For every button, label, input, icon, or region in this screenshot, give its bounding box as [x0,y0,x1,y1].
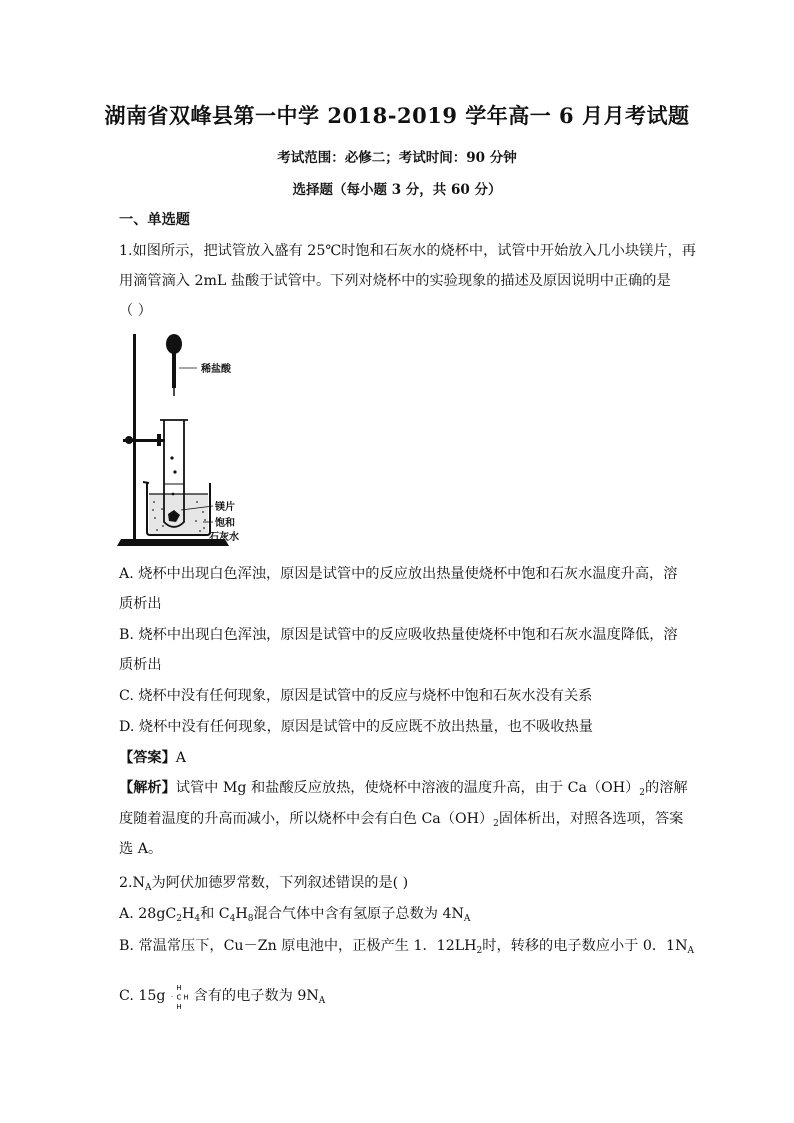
q2-stem: $2.N_A$为阿伏加德罗常数，下列叙述错误的是( ) [119,875,409,893]
label-mg: 镁片 [215,502,235,513]
q1-option-a-line2: 质析出 [119,596,162,612]
svg-text:C: C [176,993,181,1002]
label-acid: 稀盐酸 [201,364,231,375]
analysis-tag: 【解析】 [119,780,176,796]
clamp-jaw [157,434,161,446]
q1-analysis-line2: 度随着温度的升高而减小，所以烧杯中会有白色 $Ca(OH)_2$固体析出，对照各选项，答案 [119,811,684,829]
q1-answer [119,747,186,767]
q2-option-b: B. 常温常压下，Cu－Zn 原电池中，正极产生 1．$12LH_2$时，转移的电子数应小于 0．$1N_A$ [119,938,694,956]
section-heading: 选择题（每小题 3 分，共 60 分） [292,182,502,198]
methyl-radical-structure [168,981,190,1011]
q1-option-d: D. 烧杯中没有任何现象，原因是试管中的反应既不放出热量，也不吸收热量 [119,719,593,735]
q1-option-b-line2: 质析出 [119,657,162,673]
answer-tag: 【答案】 [119,750,176,766]
q1-stem-line3: （ ） [119,303,152,319]
part-heading: 一、单选题 [119,212,190,228]
q1-option-c: C. 烧杯中没有任何现象，原因是试管中的反应与烧杯中饱和石灰水没有关系 [119,688,593,704]
svg-text:H: H [182,993,189,1002]
q1-analysis-line1: 【解析】试管中 Mg 和盐酸反应放热，使烧杯中溶液的温度升高，由于 $Ca(OH)_2$的溶解 [119,780,688,798]
dropper-tube [172,353,176,388]
q1-analysis-line3: 选 A。 [119,841,163,857]
stand-rod [133,334,136,539]
q1-stem-line2: 用滴管滴入 2mL 盐酸于试管中。下列对烧杯中的实验现象的描述及原因说明中正确的是 [119,273,671,289]
exam-info: 考试范围：必修二；考试时间：90 分钟 [277,150,517,166]
q2-option-a: A. $28gC_2H_4$和 $C_4H_8$混合气体中含有氢原子总数为 $4N_A$ [119,906,471,924]
q2-option-c: C. 15g H · C H H 含有的电子数为 $9N_A$ [119,981,325,1011]
dropper-bulb [166,334,182,354]
label-limewater: 石灰水 [209,532,239,543]
q1-stem-line1: 1.如图所示，把试管放入盛有 25℃时饱和石灰水的烧杯中，试管中开始放入几小块镁片，再 [119,243,696,259]
apparatus-figure [117,326,267,551]
label-saturated: 饱和 [215,518,235,529]
svg-text:·: · [170,993,173,1001]
q1-option-a-line1: A. 烧杯中出现白色浑浊，原因是试管中的反应放出热量使烧杯中饱和石灰水温度升高，溶 [119,566,678,582]
clamp-knob [125,436,133,444]
svg-text:H: H [175,984,182,992]
page-title: 湖南省双峰县第一中学 2018-2019 学年高一 6 月月考试题 [104,103,690,128]
q1-option-b-line1: B. 烧杯中出现白色浑浊，原因是试管中的反应吸收热量使烧杯中饱和石灰水温度降低，溶 [119,627,678,643]
answer-value: A [175,750,187,766]
svg-text:H: H [175,1003,182,1011]
